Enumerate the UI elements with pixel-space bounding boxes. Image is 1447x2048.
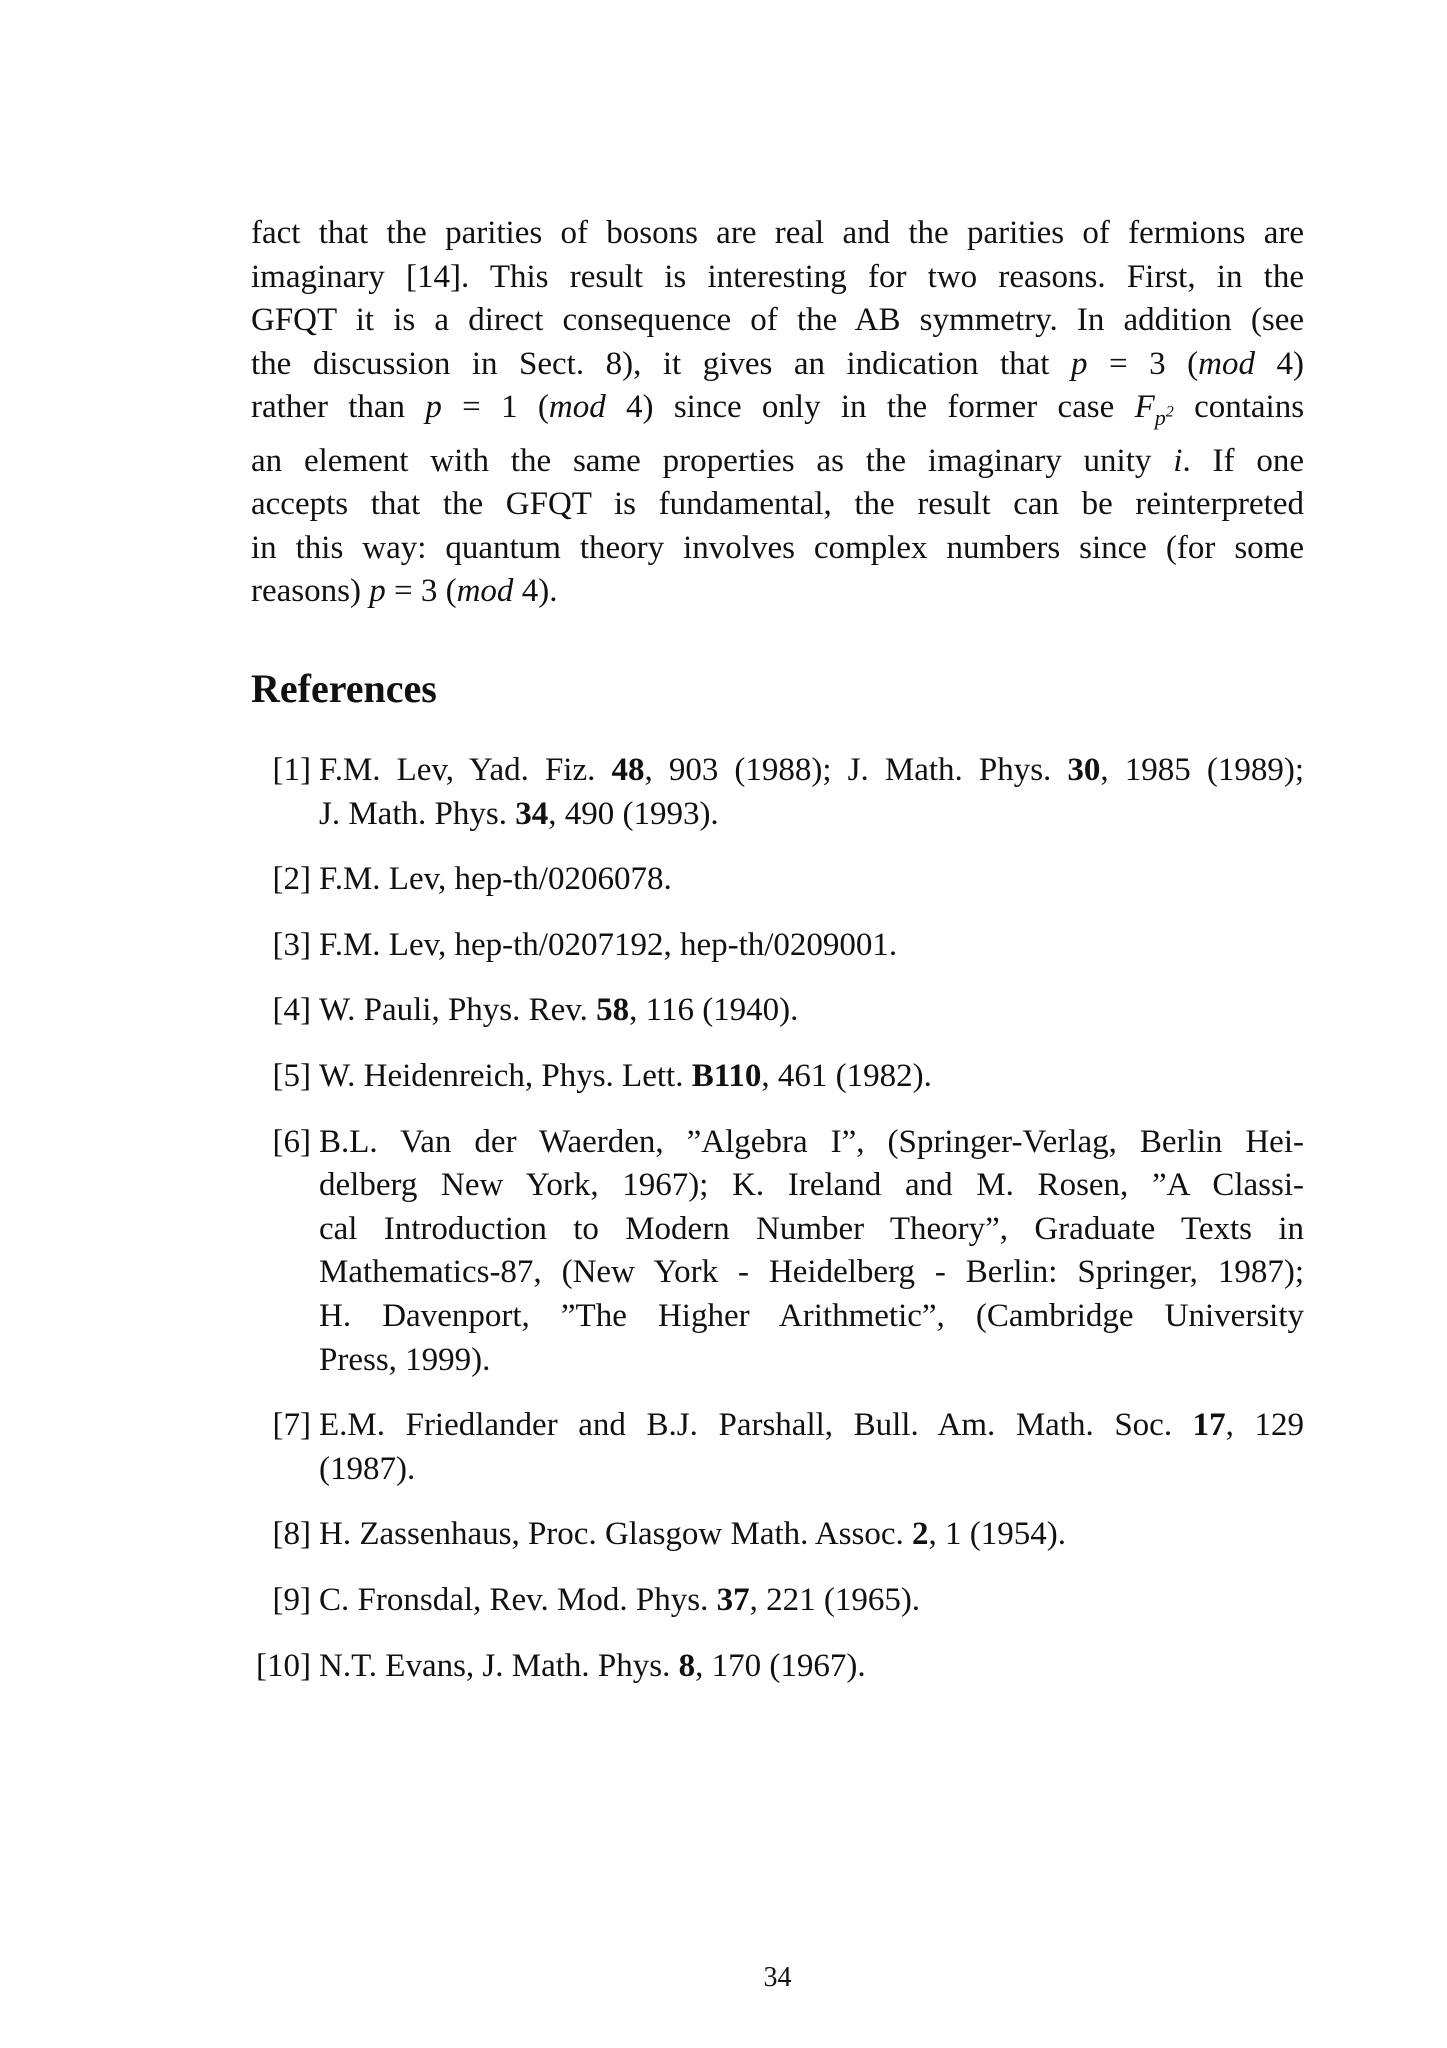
reference-number: [4] [272, 992, 311, 1029]
volume-number: 2 [912, 1516, 929, 1553]
volume-number: 30 [1067, 752, 1101, 788]
reference-segment: (1987). [319, 1450, 416, 1487]
volume-number: 17 [1192, 1407, 1226, 1444]
reference-segment: B.L. Van der Waerden, ”Algebra I”, (Springer-Verlag, Berlin Hei- [319, 1123, 1304, 1160]
paragraph-line: accepts that the GFQT is fundamental, the result can be reinterpreted [251, 486, 1304, 523]
reference-segment: , 129 [1225, 1407, 1305, 1444]
reference-item [251, 1404, 1304, 1491]
reference-item [251, 1121, 1304, 1383]
reference-number: [1] [272, 752, 311, 788]
volume-number: 37 [716, 1581, 750, 1618]
reference-line [319, 1251, 1304, 1295]
field-symbol: $F_{p^2}$ [1134, 389, 1174, 430]
volume-number: 48 [611, 752, 645, 788]
reference-line [319, 858, 1304, 902]
reference-line [319, 1513, 1304, 1557]
reference-line [319, 1055, 1304, 1099]
reference-segment: W. Pauli, Phys. Rev. [319, 992, 597, 1029]
reference-line [319, 793, 1304, 837]
reference-text [319, 1579, 1304, 1623]
paragraph-line: fact that the parities of bosons are real and the parities of fermions are [251, 215, 1304, 251]
reference-segment: , 170 (1967). [695, 1647, 866, 1684]
reference-item [251, 858, 1304, 902]
reference-text [319, 1513, 1304, 1557]
page-content [251, 212, 1305, 1993]
reference-item [251, 749, 1304, 836]
page-number: 34 [763, 1962, 792, 1993]
reference-segment: delberg New York, 1967); K. Ireland and M. Rosen, ”A Classi- [319, 1167, 1304, 1204]
reference-number: [7] [272, 1407, 311, 1444]
body-paragraph [251, 212, 1304, 614]
reference-item [251, 1055, 1304, 1099]
reference-segment: , 1985 (1989); [1100, 752, 1304, 788]
reference-number: [10] [256, 1647, 311, 1684]
reference-segment: N.T. Evans, J. Math. Phys. [319, 1647, 679, 1684]
reference-line [319, 1448, 1304, 1492]
reference-number: [8] [272, 1516, 311, 1553]
reference-text [319, 1645, 1304, 1689]
reference-item [251, 924, 1304, 968]
reference-segment: , 461 (1982). [761, 1057, 932, 1094]
volume-number: 34 [515, 795, 549, 832]
reference-text [319, 924, 1304, 968]
reference-segment: , 116 (1940). [629, 992, 799, 1029]
reference-item [251, 989, 1304, 1033]
reference-segment: H. Davenport, ”The Higher Arithmetic”, (Cambridge University [319, 1297, 1304, 1334]
paragraph-line: rather than p = 1 (mod 4) since only in the former case $F_{p^2}$ contains [251, 389, 1305, 430]
reference-line [319, 1295, 1304, 1339]
reference-text [319, 1404, 1304, 1491]
paragraph-line: in this way: quantum theory involves complex numbers since (for some [251, 529, 1304, 566]
reference-segment: E.M. Friedlander and B.J. Parshall, Bull. Am. Math. Soc. [319, 1407, 1193, 1444]
reference-segment: J. Math. Phys. [319, 795, 516, 832]
reference-line [319, 1404, 1304, 1448]
paragraph-line: an element with the same properties as the imaginary unity i. If one [251, 442, 1305, 479]
paragraph-line: GFQT it is a direct consequence of the AB symmetry. In addition (see [251, 302, 1304, 339]
reference-item [251, 1579, 1304, 1623]
reference-line [319, 1164, 1304, 1208]
reference-segment: F.M. Lev, hep-th/0206078. [319, 861, 672, 898]
reference-segment: , 490 (1993). [548, 795, 719, 832]
reference-line [319, 1645, 1304, 1689]
reference-number: [9] [272, 1581, 311, 1618]
references-heading: References [251, 666, 437, 711]
reference-number: [2] [272, 861, 311, 898]
reference-segment: , 221 (1965). [749, 1581, 921, 1618]
reference-text [319, 858, 1304, 902]
reference-item [251, 1645, 1304, 1689]
reference-segment: , 1 (1954). [928, 1516, 1067, 1553]
reference-text [319, 1055, 1304, 1099]
reference-line [319, 749, 1304, 793]
reference-segment: , 903 (1988); J. Math. Phys. [644, 752, 1068, 788]
volume-number: B110 [691, 1057, 762, 1094]
reference-segment: C. Fronsdal, Rev. Mod. Phys. [319, 1581, 717, 1618]
reference-segment: F.M. Lev, Yad. Fiz. [319, 752, 612, 788]
reference-line [319, 989, 1304, 1033]
reference-text [319, 749, 1304, 836]
reference-text [319, 989, 1304, 1033]
reference-text [319, 1121, 1304, 1383]
reference-segment: Press, 1999). [319, 1341, 491, 1378]
volume-number: 58 [596, 992, 630, 1029]
reference-line [319, 1121, 1304, 1165]
reference-segment: Mathematics-87, (New York - Heidelberg - Berlin: Springer, 1987); [319, 1254, 1304, 1291]
reference-list [251, 749, 1304, 1710]
reference-line [319, 1339, 1304, 1383]
reference-number: [6] [272, 1123, 311, 1160]
reference-line [319, 1579, 1304, 1623]
reference-line [319, 1208, 1304, 1252]
reference-segment: cal Introduction to Modern Number Theory”, Graduate Texts in [319, 1210, 1304, 1247]
reference-segment: H. Zassenhaus, Proc. Glasgow Math. Assoc. [319, 1516, 913, 1553]
paragraph-line: reasons) p = 3 (mod 4). [251, 573, 558, 610]
reference-segment: W. Heidenreich, Phys. Lett. [319, 1057, 692, 1094]
reference-line [319, 924, 1304, 968]
reference-item [251, 1513, 1304, 1557]
reference-number: [5] [272, 1057, 311, 1094]
reference-segment: F.M. Lev, hep-th/0207192, hep-th/0209001. [319, 926, 898, 963]
reference-number: [3] [272, 926, 311, 963]
paragraph-line: imaginary [14]. This result is interesting for two reasons. First, in the [251, 258, 1304, 295]
volume-number: 8 [678, 1647, 696, 1684]
paragraph-line: the discussion in Sect. 8), it gives an indication that p = 3 (mod 4) [251, 345, 1305, 382]
